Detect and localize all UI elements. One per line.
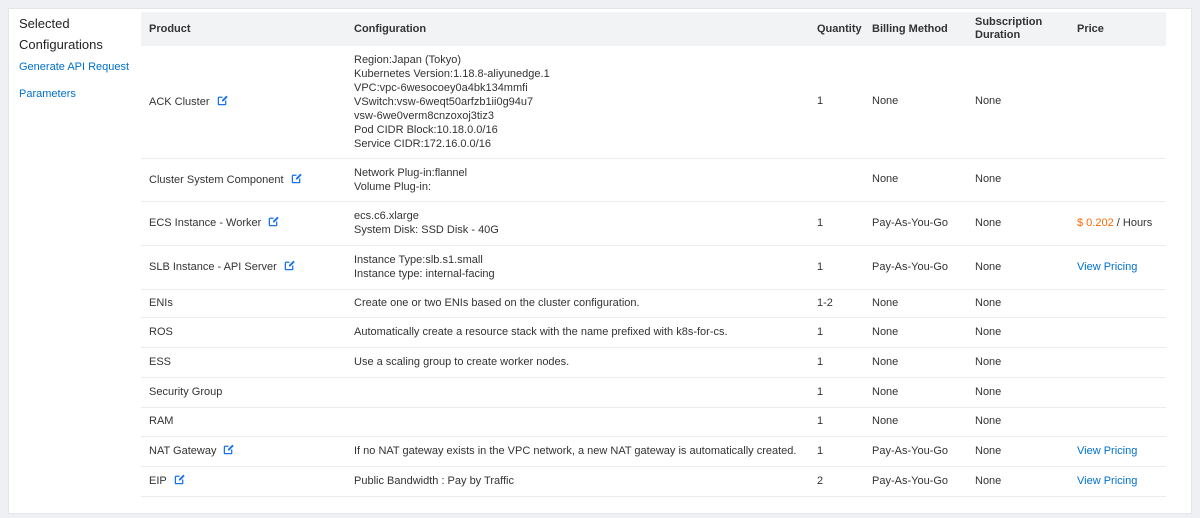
table-row <box>141 347 1166 377</box>
quantity-cell: 1 <box>809 317 864 347</box>
configuration-cell <box>346 407 809 436</box>
billing-method-cell: Pay-As-You-Go <box>864 436 967 466</box>
subscription-duration-cell: None <box>967 317 1069 347</box>
product-cell <box>141 466 346 496</box>
product-cell <box>141 436 346 466</box>
configuration-line: System Disk: SSD Disk - 40G <box>354 224 499 236</box>
product-name: ENIs <box>149 296 173 309</box>
price-cell <box>1069 407 1166 436</box>
product-name: Cluster System Component <box>149 173 284 186</box>
quantity-cell: 1 <box>809 407 864 436</box>
configuration-line: Region:Japan (Tokyo) <box>354 53 462 66</box>
sidebar <box>19 13 139 101</box>
table-row <box>141 289 1166 317</box>
price-cell <box>1069 347 1166 377</box>
quantity-cell: 1 <box>809 46 864 158</box>
configuration-line: Instance type: internal-facing <box>354 268 495 280</box>
billing-method-cell: Pay-As-You-Go <box>864 201 967 245</box>
quantity-cell: 1 <box>809 347 864 377</box>
table-row <box>141 245 1166 289</box>
configuration-line: VPC:vpc-6wesocoey0a4bk134mmfi <box>354 81 528 94</box>
configuration-line: VSwitch:vsw-6weqt50arfzb1ii0g94u7 <box>354 95 534 108</box>
configuration-line: Use a scaling group to create worker nodes. <box>354 356 570 368</box>
price-cell <box>1069 46 1166 158</box>
configuration-cell <box>346 317 809 347</box>
subscription-duration-cell: None <box>967 245 1069 289</box>
subscription-duration-cell: None <box>967 466 1069 496</box>
configuration-cell <box>346 436 809 466</box>
product-name: RAM <box>149 415 174 427</box>
product-name: Security Group <box>149 385 223 398</box>
configuration-line: Volume Plug-in: <box>354 180 432 193</box>
table-row <box>141 317 1166 347</box>
configuration-line: Public Bandwidth : Pay by Traffic <box>354 475 514 487</box>
table-header-row <box>141 12 1166 46</box>
configuration-cell <box>346 158 809 201</box>
table-row <box>141 46 1166 158</box>
quantity-cell: 1 <box>809 245 864 289</box>
subscription-duration-cell: None <box>967 201 1069 245</box>
product-name: ESS <box>149 355 172 368</box>
product-name: ROS <box>149 325 173 338</box>
product-name: ECS Instance - Worker <box>149 217 262 229</box>
product-cell <box>141 347 346 377</box>
subscription-duration-cell: None <box>967 436 1069 466</box>
price-cell <box>1069 377 1166 407</box>
header-billing-method: Billing Method <box>864 12 967 46</box>
configuration-line: Automatically create a resource stack with the name prefixed with k8s-for-cs. <box>354 326 728 338</box>
header-configuration: Configuration <box>346 12 809 46</box>
product-cell <box>141 158 346 201</box>
subscription-duration-cell: None <box>967 377 1069 407</box>
quantity-cell: 1 <box>809 201 864 245</box>
view-pricing-link[interactable]: View Pricing <box>1077 260 1138 273</box>
table-row <box>141 466 1166 496</box>
view-pricing-link[interactable]: View Pricing <box>1077 444 1138 457</box>
quantity-cell: 1 <box>809 377 864 407</box>
table-row <box>141 201 1166 245</box>
edit-icon[interactable] <box>174 474 185 485</box>
edit-icon[interactable] <box>284 260 295 271</box>
header-subscription-duration: Subscription Duration <box>967 12 1069 46</box>
header-price: Price <box>1069 12 1166 46</box>
quantity-cell <box>809 158 864 201</box>
price-cell <box>1069 317 1166 347</box>
configuration-cell <box>346 466 809 496</box>
billing-method-cell: Pay-As-You-Go <box>864 245 967 289</box>
subscription-duration-cell: None <box>967 407 1069 436</box>
quantity-cell: 1 <box>809 436 864 466</box>
quantity-cell: 2 <box>809 466 864 496</box>
parameters-link[interactable]: Parameters <box>19 88 76 100</box>
configuration-line: Network Plug-in:flannel <box>354 166 468 179</box>
table-row <box>141 407 1166 436</box>
product-name: NAT Gateway <box>149 445 217 457</box>
configuration-line: Service CIDR:172.16.0.0/16 <box>354 137 491 150</box>
product-cell <box>141 46 346 158</box>
configuration-cell <box>346 289 809 317</box>
configuration-line: Pod CIDR Block:10.18.0.0/16 <box>354 123 498 136</box>
billing-method-cell: None <box>864 46 967 158</box>
configuration-line: Instance Type:slb.s1.small <box>354 254 483 266</box>
edit-icon[interactable] <box>217 95 228 106</box>
product-name: EIP <box>149 475 167 487</box>
price-cell <box>1069 436 1166 466</box>
configuration-line: ecs.c6.xlarge <box>354 210 419 222</box>
table-row <box>141 158 1166 201</box>
price-value: $ 0.202 <box>1077 216 1114 229</box>
price-cell <box>1069 245 1166 289</box>
billing-method-cell: None <box>864 347 967 377</box>
product-name: SLB Instance - API Server <box>149 261 277 273</box>
product-cell <box>141 407 346 436</box>
subscription-duration-cell: None <box>967 158 1069 201</box>
configuration-line: vsw-6we0verm8cnzoxoj3tiz3 <box>354 109 494 122</box>
configuration-line: Create one or two ENIs based on the cluster configuration. <box>354 297 640 309</box>
price-cell <box>1069 466 1166 496</box>
billing-method-cell: None <box>864 317 967 347</box>
configuration-line: If no NAT gateway exists in the VPC network, a new NAT gateway is automatically created. <box>354 445 797 457</box>
subscription-duration-cell: None <box>967 46 1069 158</box>
price-unit: / Hours <box>1116 216 1153 229</box>
product-cell <box>141 289 346 317</box>
price-cell <box>1069 158 1166 201</box>
product-name: ACK Cluster <box>149 95 210 108</box>
billing-method-cell: None <box>864 377 967 407</box>
configuration-cell <box>346 46 809 158</box>
edit-icon[interactable] <box>223 444 234 455</box>
subscription-duration-cell: None <box>967 347 1069 377</box>
generate-api-request-link[interactable]: Generate API Request <box>19 61 130 73</box>
edit-icon[interactable] <box>291 173 302 184</box>
edit-icon[interactable] <box>268 216 279 227</box>
configuration-table <box>141 12 1166 497</box>
subscription-duration-cell: None <box>967 289 1069 317</box>
quantity-cell: 1-2 <box>809 289 864 317</box>
billing-method-cell: Pay-As-You-Go <box>864 466 967 496</box>
product-cell <box>141 377 346 407</box>
table-row <box>141 377 1166 407</box>
header-product: Product <box>141 12 346 46</box>
billing-method-cell: None <box>864 289 967 317</box>
view-pricing-link[interactable]: View Pricing <box>1077 474 1138 487</box>
product-cell <box>141 245 346 289</box>
billing-method-cell: None <box>864 158 967 201</box>
sidebar-title: Selected Configurations <box>19 16 103 52</box>
configuration-cell <box>346 347 809 377</box>
configuration-line: Kubernetes Version:1.18.8-aliyunedge.1 <box>354 67 550 80</box>
configuration-cell <box>346 201 809 245</box>
header-quantity: Quantity <box>809 12 864 46</box>
price-cell <box>1069 289 1166 317</box>
product-cell <box>141 317 346 347</box>
price-cell <box>1069 201 1166 245</box>
billing-method-cell: None <box>864 407 967 436</box>
product-cell <box>141 201 346 245</box>
configuration-cell <box>346 245 809 289</box>
configuration-cell <box>346 377 809 407</box>
table-row <box>141 436 1166 466</box>
